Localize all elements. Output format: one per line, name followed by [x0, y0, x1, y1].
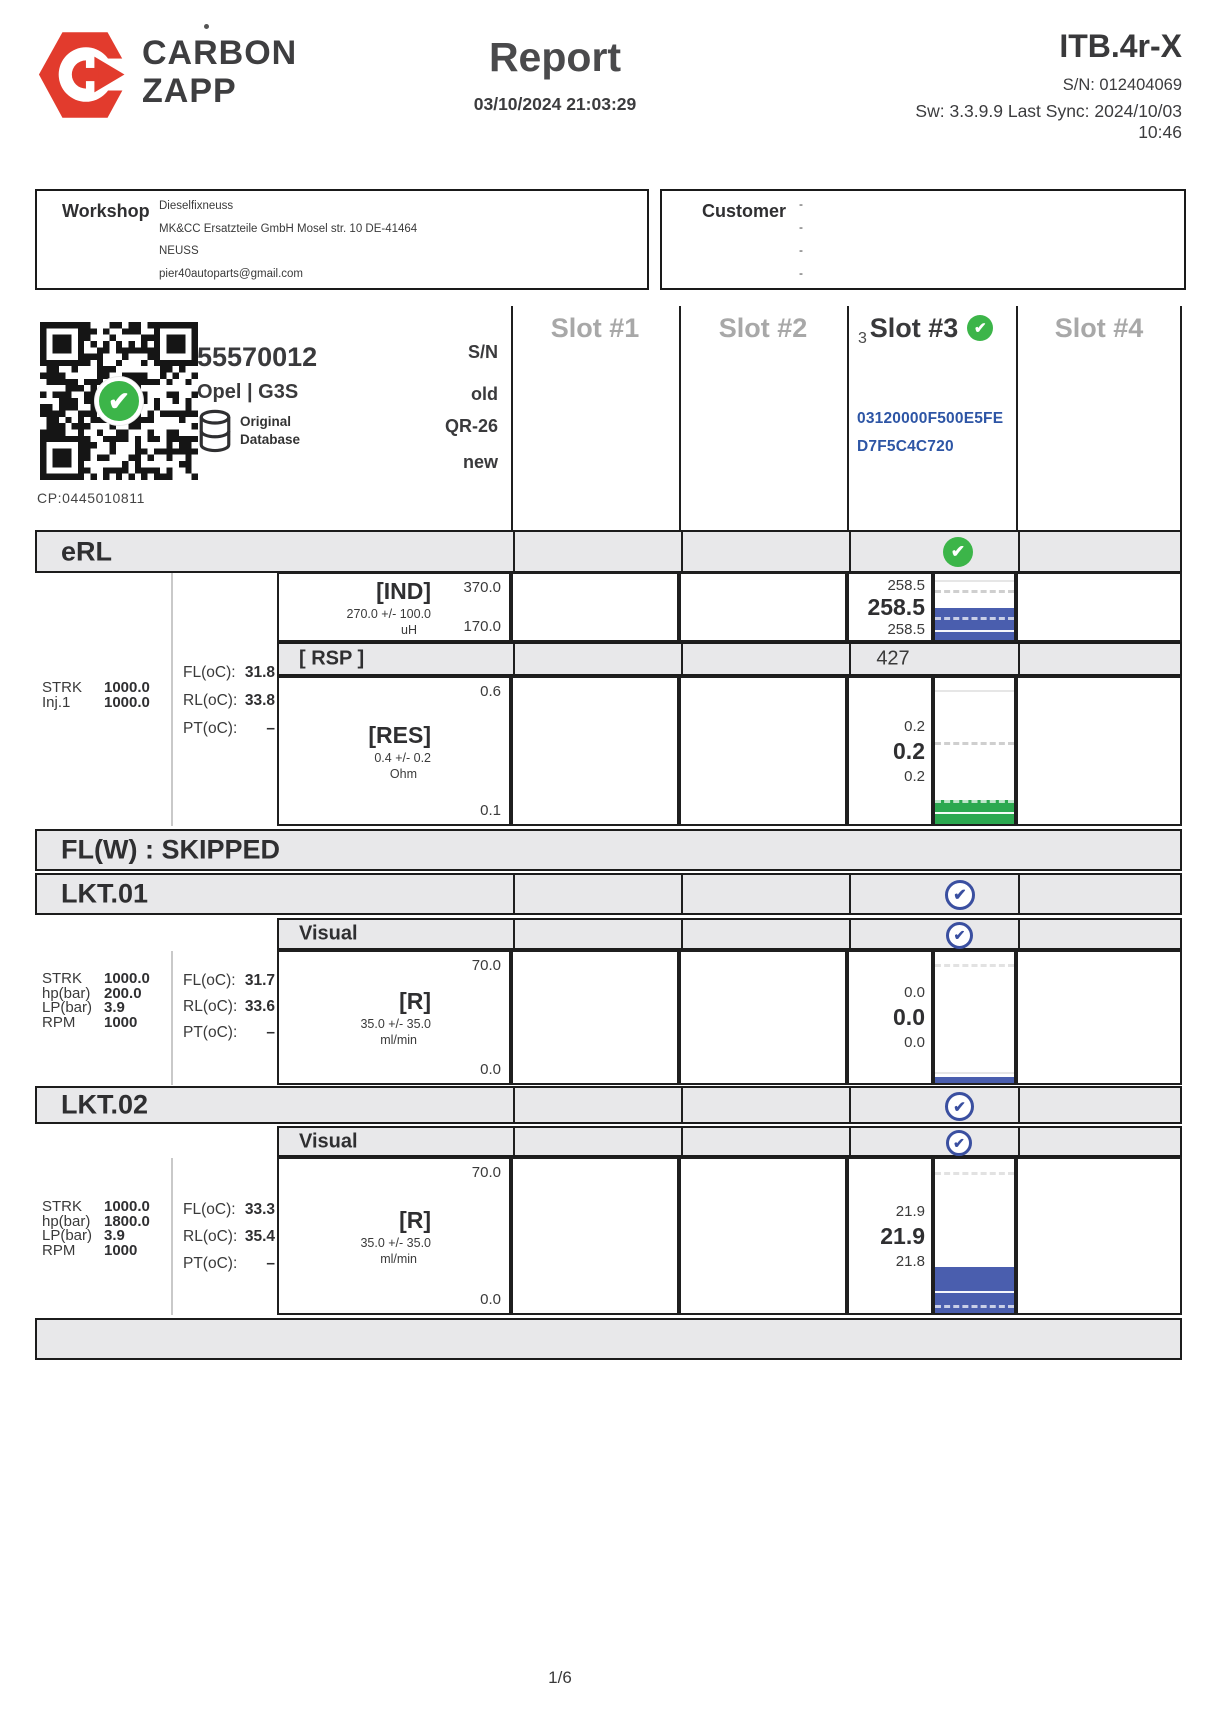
injector-part-number: 55570012: [197, 342, 318, 372]
rsp-label: [ RSP ]: [299, 647, 365, 670]
lkt01-visual-band: [277, 918, 1182, 950]
lkt02-slot3-values: 21.9 21.9 21.8: [847, 1157, 933, 1315]
lkt01-slot3-values: 0.0 0.0 0.0: [847, 950, 933, 1085]
page-number: 1/6: [548, 1668, 572, 1687]
lkt02-visual-band: [277, 1126, 1182, 1157]
database-label-line1: Original: [240, 414, 292, 429]
ind-slot3-bar-chart: [933, 572, 1016, 642]
res-label: [RES]: [368, 721, 431, 748]
res-spec: 0.4 +/- 0.2: [374, 750, 431, 765]
lkt01-visual-check-icon: ✔: [946, 922, 973, 949]
injector-vehicle: Opel | G3S: [197, 381, 299, 403]
lkt02-visual-check-icon: ✔: [946, 1130, 972, 1156]
res-unit: Ohm: [389, 766, 417, 781]
lkt02-temps: FL(oC): 33.3 RL(oC): 35.4 PT(oC): –: [183, 1201, 275, 1272]
ind-test-box: [277, 572, 511, 642]
workshop-line: Dieselfixneuss: [159, 200, 234, 212]
lkt02-r-unit: ml/min: [380, 1251, 417, 1266]
section-erl-title: eRL: [61, 536, 113, 566]
ind-unit: uH: [401, 622, 417, 637]
device-model: ITB.4r-X: [1059, 28, 1182, 64]
brand-name: CARBON ZAPP: [142, 34, 298, 110]
lkt01-r-spec: 35.0 +/- 35.0: [360, 1017, 431, 1031]
slot-4-header: Slot #4: [1054, 312, 1144, 343]
ind-spec: 270.0 +/- 100.0: [346, 606, 431, 621]
report-datetime: 03/10/2024 21:03:29: [473, 94, 637, 114]
res-slot3-values: 0.2 0.2 0.2: [847, 676, 933, 826]
slot-3-header: Slot #3 ✔: [847, 310, 1016, 346]
lkt02-r-spec: 35.0 +/- 35.0: [360, 1235, 431, 1250]
lkt01-temps: FL(oC): 31.7 RL(oC): 33.6 PT(oC): –: [183, 972, 275, 1041]
slot-2-header: Slot #2: [718, 312, 808, 343]
customer-box: [660, 189, 1186, 290]
erl-temps: FL(oC): 31.8 RL(oC): 33.8 PT(oC): –: [183, 664, 275, 737]
workshop-line: MK&CC Ersatzteile GmbH Mosel str. 10 DE-41464: [159, 222, 418, 235]
label-old: old: [471, 384, 498, 404]
slot3-code-line1: 03120000F500E5FE: [857, 410, 1004, 427]
res-scale-min: 0.1: [480, 802, 501, 819]
lkt01-r-label: [R]: [399, 988, 431, 1014]
lkt02-r-test-box: [277, 1157, 511, 1315]
label-qr26: QR-26: [444, 416, 498, 436]
lkt01-r-unit: ml/min: [380, 1033, 417, 1047]
page-title: Report: [488, 34, 622, 80]
slot3-code-line2: D7F5C4C720: [857, 438, 954, 455]
lkt02-visual-label: Visual: [299, 1130, 358, 1152]
section-lkt02-header: [35, 1086, 1182, 1124]
logo-dot: [204, 24, 209, 29]
qr-verified-check-icon: ✔: [95, 377, 143, 425]
erl-pass-check-icon: ✔: [943, 537, 973, 567]
res-scale-max: 0.6: [480, 683, 501, 700]
lkt02-r-label: [R]: [399, 1206, 431, 1233]
slot3-count: 3: [858, 330, 867, 347]
customer-line: -: [799, 220, 803, 234]
carbon-zapp-logo-icon: [38, 30, 132, 120]
lkt01-visual-label: Visual: [299, 922, 358, 945]
lkt02-slot3-bar-chart: [933, 1157, 1016, 1315]
res-test-box: [277, 676, 511, 826]
workshop-line: NEUSS: [159, 245, 199, 257]
lkt02-r-scale-min: 0.0: [480, 1291, 501, 1308]
workshop-box: [35, 189, 649, 290]
lkt01-pass-check-icon: ✔: [945, 880, 975, 910]
section-lkt01-title: LKT.01: [61, 878, 149, 909]
lkt02-r-scale-max: 70.0: [471, 1164, 501, 1181]
rsp-slot3-value: 427: [876, 647, 910, 670]
ind-scale-max: 370.0: [463, 579, 501, 596]
lkt01-slot3-bar-chart: [933, 950, 1016, 1085]
res-slot3-bar-chart: [933, 676, 1016, 826]
customer-label: Customer: [702, 201, 787, 221]
lkt02-pass-check-icon: ✔: [945, 1092, 974, 1121]
workshop-line: pier40autoparts@gmail.com: [159, 267, 303, 280]
section-erl-header: [35, 530, 1182, 573]
slot-3-pass-check-icon: ✔: [967, 315, 993, 341]
lkt01-r-scale-min: 0.0: [480, 1061, 501, 1078]
ind-slot3-values: 258.5 258.5 258.5: [847, 572, 933, 642]
database-icon: [197, 408, 233, 456]
slot-1-header: Slot #1: [550, 312, 640, 343]
section-lkt01-header: [35, 873, 1182, 915]
ind-label: [IND]: [376, 577, 431, 604]
section-lkt02-title: LKT.02: [61, 1089, 149, 1120]
database-label-line2: Database: [240, 432, 301, 447]
bottom-empty-band: [35, 1318, 1182, 1360]
lkt01-r-scale-max: 70.0: [471, 957, 501, 974]
lkt01-r-test-box: [277, 950, 511, 1085]
customer-line: -: [799, 243, 803, 257]
cp-code: CP:0445010811: [37, 490, 145, 506]
label-sn: S/N: [467, 342, 498, 362]
customer-line: -: [799, 266, 803, 280]
customer-line: -: [799, 197, 803, 211]
erl-params: STRK 1000.0 Inj.1 1000.0: [42, 679, 150, 711]
section-flw-header: [35, 829, 1182, 871]
ind-scale-min: 170.0: [463, 618, 501, 635]
device-serial: S/N: 012404069: [1062, 76, 1182, 94]
workshop-label: Workshop: [62, 201, 150, 221]
software-version: Sw: 3.3.9.9 Last Sync: 2024/10/03 10:46: [915, 101, 1182, 142]
label-new: new: [462, 452, 498, 472]
lkt01-params: STRK 1000.0 hp(bar) 200.0 LP(bar) 3.9 RPM 1000: [42, 970, 150, 1031]
section-flw-title: FL(W) : SKIPPED: [61, 834, 280, 865]
lkt02-params: STRK 1000.0 hp(bar) 1800.0 LP(bar) 3.9 RPM 1000: [42, 1198, 150, 1259]
rsp-band: [277, 642, 1182, 676]
